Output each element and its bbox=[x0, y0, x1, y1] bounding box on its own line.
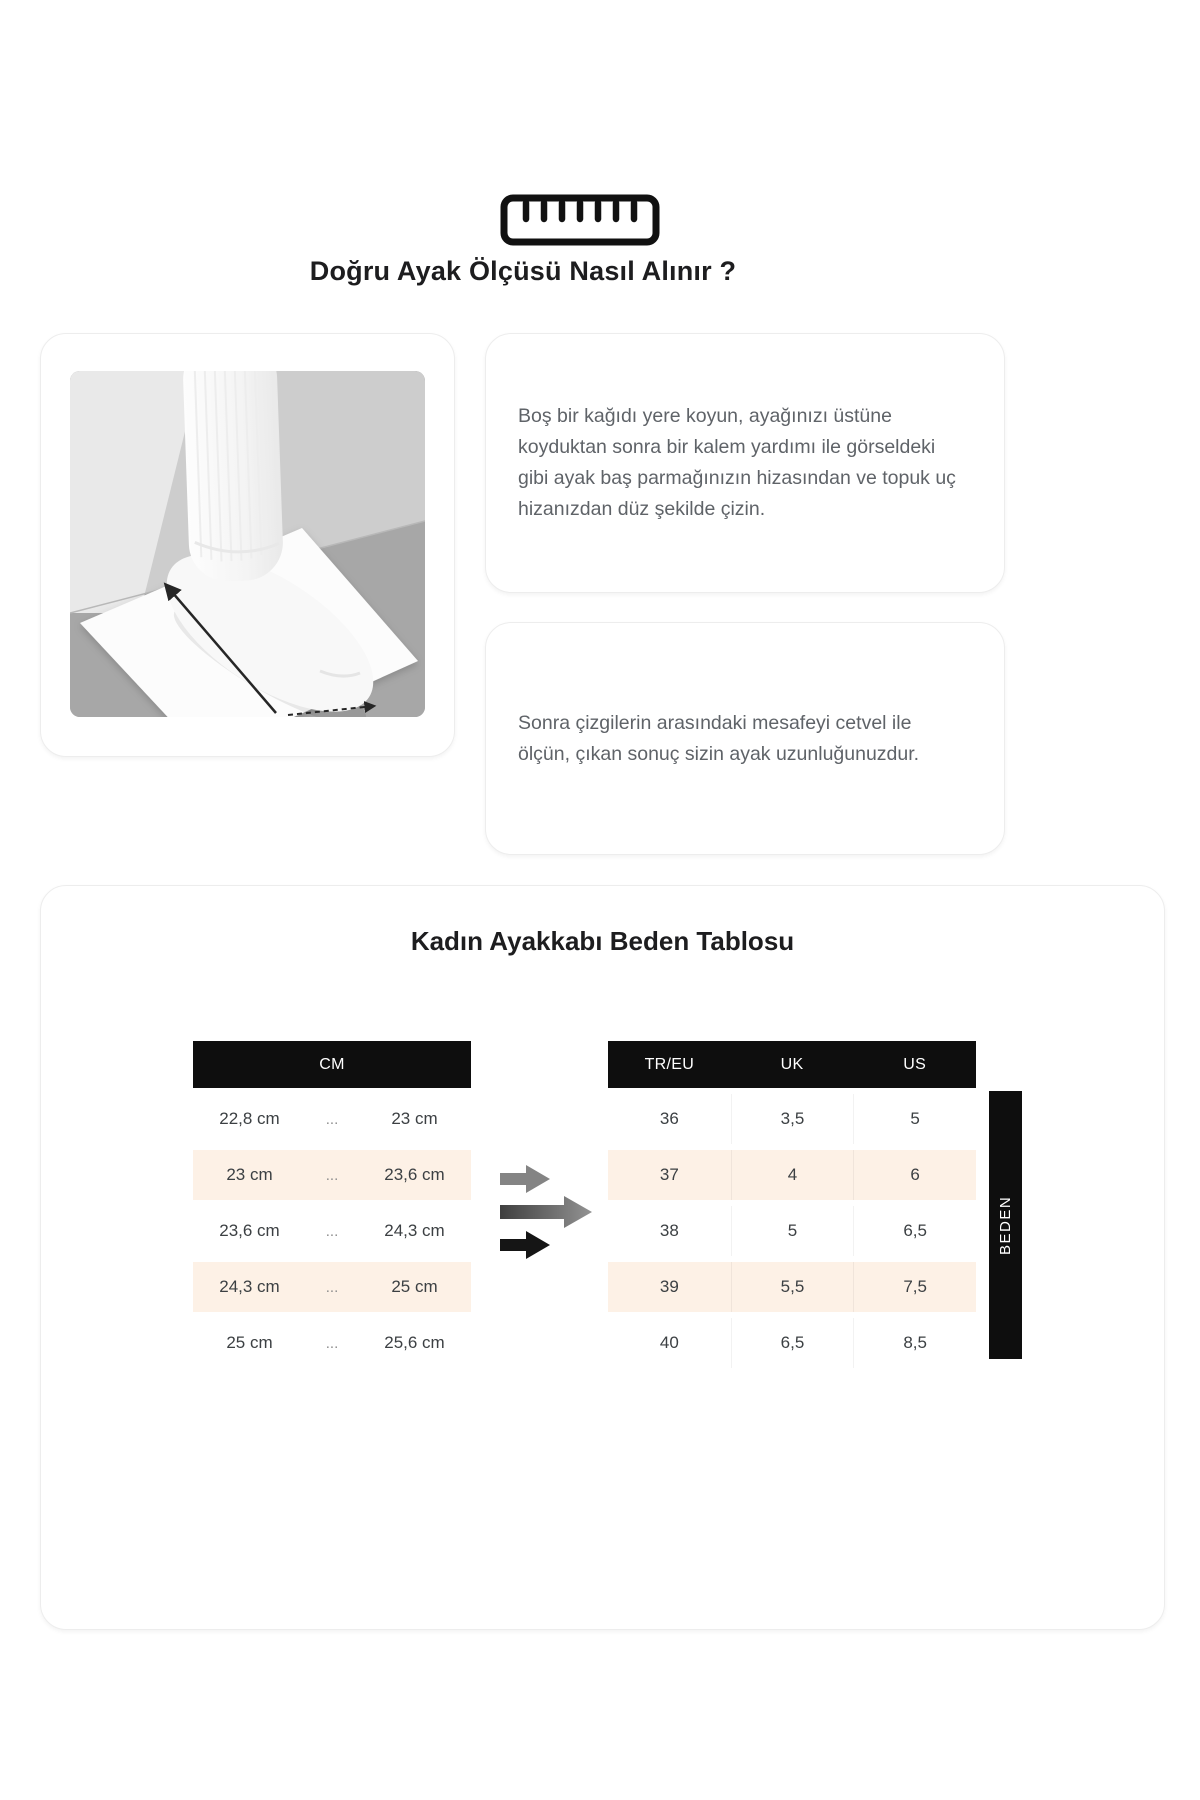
range-dots: ... bbox=[325, 1110, 339, 1128]
us-size: 6,5 bbox=[853, 1206, 976, 1256]
conversion-arrows-icon bbox=[496, 1161, 600, 1265]
cm-to: 25 cm bbox=[391, 1277, 438, 1296]
range-dots: ... bbox=[325, 1278, 339, 1296]
us-size: 7,5 bbox=[853, 1262, 976, 1312]
tr-eu-size: 39 bbox=[659, 1277, 679, 1296]
cm-to: 25,6 cm bbox=[384, 1333, 445, 1352]
range-dots: ... bbox=[325, 1222, 339, 1240]
size-chart-title: Kadın Ayakkabı Beden Tablosu bbox=[410, 926, 795, 956]
cm-table-row bbox=[193, 1094, 471, 1144]
beden-vertical-label: BEDEN bbox=[989, 1091, 1022, 1359]
tr-eu-size: 38 bbox=[659, 1221, 679, 1240]
cm-from: 25 cm bbox=[226, 1333, 273, 1352]
cm-from: 22,8 cm bbox=[219, 1109, 280, 1128]
tr-eu-size: 37 bbox=[659, 1165, 679, 1184]
instruction-card-1 bbox=[485, 333, 1005, 593]
cm-table-row bbox=[193, 1318, 471, 1368]
cm-table-header: CM bbox=[193, 1041, 471, 1088]
size-table-row bbox=[608, 1150, 976, 1200]
size-table-row bbox=[608, 1262, 976, 1312]
size-table-row bbox=[608, 1206, 976, 1256]
us-size: 6 bbox=[853, 1150, 976, 1200]
cm-to: 23,6 cm bbox=[384, 1165, 445, 1184]
uk-size: 4 bbox=[731, 1150, 854, 1200]
instruction-step-2: Sonra çizgilerin arasındaki mesafeyi cetvel ile ölçün, çıkan sonuç sizin ayak uzunluğunuzdur. bbox=[518, 711, 920, 765]
us-size: 8,5 bbox=[853, 1318, 976, 1368]
size-chart-card bbox=[40, 885, 1165, 1630]
header-tr-eu: TR/EU bbox=[644, 1055, 695, 1073]
header-us: US bbox=[903, 1055, 927, 1073]
instruction-card-2 bbox=[485, 622, 1005, 855]
page-title: Doğru Ayak Ölçüsü Nasıl Alınır ? bbox=[309, 256, 737, 286]
measure-photo-card bbox=[40, 333, 455, 757]
size-table-header bbox=[608, 1041, 976, 1088]
cm-table-row bbox=[193, 1206, 471, 1256]
cm-to: 23 cm bbox=[391, 1109, 438, 1128]
instruction-step-1: Boş bir kağıdı yere koyun, ayağınızı üstüne koyduktan sonra bir kalem yardımı ile görseldeki gibi ayak baş parmağınızın hizasından ve topuk uç hizanızdan düz şekilde çizin. bbox=[518, 405, 956, 520]
uk-size: 6,5 bbox=[731, 1318, 854, 1368]
range-dots: ... bbox=[325, 1334, 339, 1352]
tr-eu-size: 36 bbox=[659, 1109, 679, 1128]
cm-from: 23,6 cm bbox=[219, 1221, 280, 1240]
cm-table-row bbox=[193, 1150, 471, 1200]
range-dots: ... bbox=[325, 1166, 339, 1184]
uk-size: 5,5 bbox=[731, 1262, 854, 1312]
uk-size: 3,5 bbox=[731, 1094, 854, 1144]
uk-size: 5 bbox=[731, 1206, 854, 1256]
us-size: 5 bbox=[853, 1094, 976, 1144]
tr-eu-size: 40 bbox=[659, 1333, 679, 1352]
size-table-row bbox=[608, 1318, 976, 1368]
header-uk: UK bbox=[780, 1055, 804, 1073]
size-conversion-table bbox=[608, 1041, 976, 1374]
size-table-row bbox=[608, 1094, 976, 1144]
cm-from: 23 cm bbox=[226, 1165, 273, 1184]
cm-table bbox=[193, 1041, 471, 1374]
cm-from: 24,3 cm bbox=[219, 1277, 280, 1296]
cm-to: 24,3 cm bbox=[384, 1221, 445, 1240]
ruler-icon bbox=[500, 194, 660, 246]
foot-measure-photo bbox=[70, 371, 425, 717]
cm-table-row bbox=[193, 1262, 471, 1312]
